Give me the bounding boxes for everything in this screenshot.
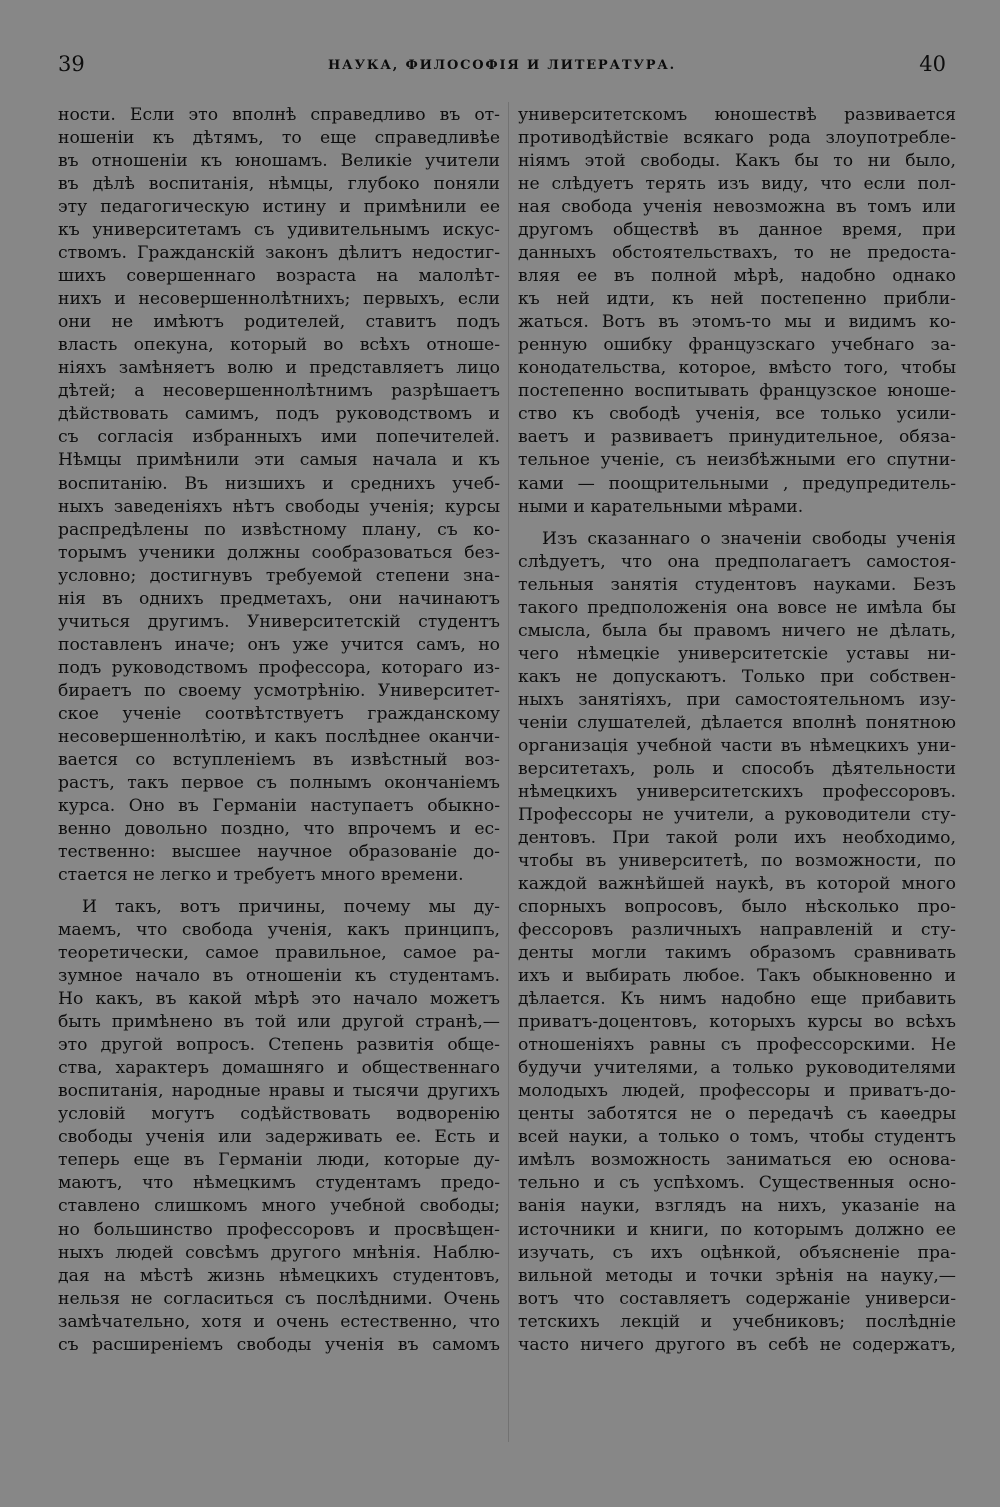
text-line: отношеніяхъ равны съ профессорскими. Не (518, 1035, 956, 1056)
text-line: приватъ-доцентовъ, которыхъ курсы во всѣхъ (518, 1012, 956, 1033)
text-line: нельзя не согласиться съ послѣдними. Очень (58, 1288, 500, 1309)
text-line: источники и книги, по которымъ должно ее (518, 1219, 956, 1240)
text-line: смысла, была бы правомъ ничего не дѣлать, (518, 620, 956, 641)
text-line: организація учебной части въ нѣмецкихъ уни- (518, 735, 956, 756)
text-line: съ расширеніемъ свободы ученія въ самомъ (58, 1334, 500, 1355)
text-line: дая на мѣстѣ жизнь нѣмецкихъ студентовъ, (58, 1265, 500, 1286)
text-line: Изъ сказаннаго о значеніи свободы ученія (542, 528, 956, 549)
left-paragraph-2 (58, 896, 500, 1357)
text-line: теоретически, самое правильное, самое ра- (58, 943, 500, 964)
text-line: вильной методы и точки зрѣнія на науку,— (518, 1265, 956, 1286)
text-line: имѣлъ возможность заниматься ею основа- (518, 1150, 956, 1171)
left-paragraph-1 (58, 104, 500, 896)
text-line: ваетъ и развиваетъ принудительное, обяза- (518, 427, 956, 448)
text-line: тетскихъ лекцій и учебниковъ; послѣдніе (518, 1311, 956, 1332)
text-line: подъ руководствомъ профессора, котораго из- (58, 657, 500, 678)
text-line: верситетахъ, роль и способъ дѣятельности (518, 758, 956, 779)
text-line: тельное ученіе, съ неизбѣжными его спутни- (518, 450, 956, 471)
text-line: къ университетамъ съ удивительнымъ искус- (58, 220, 500, 241)
text-line: воспитанія, народные нравы и тысячи другихъ (58, 1081, 500, 1102)
text-line: свободы ученія или задерживать ее. Есть и (58, 1127, 500, 1148)
text-line: дѣйствовать самимъ, подъ руководствомъ и (58, 404, 500, 425)
text-line: условно; достигнувъ требуемой степени зна- (58, 565, 500, 586)
text-line: молодыхъ людей, профессоры и приватъ-до- (518, 1081, 956, 1102)
text-line: противодѣйствіе всякаго рода злоупотребле- (518, 128, 956, 149)
text-line: тественно: высшее научное образованіе до- (58, 842, 500, 862)
text-line: шихъ совершеннаго возраста на малолѣт- (58, 266, 500, 287)
text-line: ванія науки, взглядъ на нихъ, указаніе на (518, 1196, 956, 1217)
text-line: Но какъ, въ какой мѣрѣ это начало можетъ (58, 989, 500, 1010)
text-line: теперь еще въ Германіи люди, которые ду- (58, 1150, 500, 1171)
text-line: слѣдуетъ, что она предполагаетъ самостоя- (518, 551, 956, 572)
text-line: власть опекуна, который во всѣхъ отноше- (58, 335, 500, 356)
text-line: какъ не допускаютъ. Только при собствен- (518, 666, 956, 687)
text-line: И такъ, вотъ причины, почему мы ду- (82, 897, 500, 918)
text-line: ніямъ этой свободы. Какъ бы то ни было, (518, 151, 956, 172)
right-paragraph-1 (518, 104, 956, 528)
text-line: нѣмецкихъ университетскихъ профессоровъ. (518, 781, 956, 802)
text-line: они не имѣютъ родителей, ставитъ подъ (58, 312, 500, 333)
text-line: спорныхъ вопросовъ, было нѣсколько про- (518, 897, 956, 918)
text-line: университетскомъ юношествѣ развивается (518, 105, 956, 125)
text-line: дѣтей; а несовершеннолѣтнимъ разрѣшаетъ (58, 381, 500, 402)
left-column (58, 104, 500, 1357)
text-line: поставленъ иначе; онъ уже учится самъ, но (58, 634, 500, 655)
text-line: торымъ ученики должны сообразоваться без- (58, 542, 500, 563)
text-line: ныхъ занятіяхъ, при самостоятельномъ изу- (518, 689, 956, 710)
text-line: постепенно воспитывать французское юноше- (518, 381, 956, 402)
text-line: фессоровъ различныхъ направленій и сту- (518, 920, 956, 941)
right-paragraph-2 (518, 528, 956, 1357)
text-line: зумное начало въ отношеніи къ студентамъ. (58, 966, 500, 987)
text-line: вотъ что составляетъ содержаніе универси- (518, 1288, 956, 1309)
text-line: къ ней идти, къ ней постепенно прибли- (518, 289, 956, 310)
right-column (518, 104, 956, 1357)
text-line: нія въ однихъ предметахъ, они начинаютъ (58, 588, 500, 609)
text-line: это другой вопросъ. Степень развитія обще- (58, 1035, 500, 1056)
text-line: воспитанію. Въ низшихъ и среднихъ учеб- (58, 473, 500, 494)
text-line: такого предположенія она вовсе не имѣла бы (518, 597, 956, 618)
left-page-number: 39 (58, 52, 85, 76)
text-line: ренную ошибку французскаго учебнаго за- (518, 335, 956, 356)
text-line: ная свобода ученія невозможна въ томъ или (518, 197, 956, 218)
text-line: условій могутъ содѣйствовать водворенію (58, 1104, 500, 1125)
text-line: ности. Если это вполнѣ справедливо въ от- (58, 105, 500, 125)
text-line: ными и карательными мѣрами. (518, 496, 804, 517)
text-line: въ отношеніи къ юношамъ. Великіе учители (58, 151, 500, 172)
page-header (58, 52, 946, 82)
running-title: НАУКА, ФИЛОСОФІЯ И ЛИТЕРАТУРА. (327, 58, 677, 73)
text-line: растъ, такъ первое съ полнымъ окончаніемъ (58, 772, 500, 793)
text-line: распредѣлены по извѣстному плану, съ ко- (58, 519, 500, 540)
text-line: въ дѣлѣ воспитанія, нѣмцы, глубоко поняли (58, 174, 500, 195)
text-line: изучать, съ ихъ оцѣнкой, объясненіе пра- (518, 1242, 956, 1263)
text-line: тельно и съ успѣхомъ. Существенныя осно- (518, 1173, 956, 1194)
text-line: данныхъ обстоятельствахъ, то не предоста- (518, 243, 956, 264)
text-line: жаться. Вотъ въ этомъ-то мы и видимъ ко- (518, 312, 956, 333)
text-line: чтобы въ университетѣ, по возможности, по (518, 851, 956, 871)
text-line: всей науки, а только о томъ, чтобы студентъ (518, 1127, 956, 1148)
text-line: ченіи слушателей, дѣлается вполнѣ понятною (518, 712, 956, 733)
text-line: Нѣмцы примѣнили эти самыя начала и къ (58, 450, 500, 471)
text-line: курса. Оно въ Германіи наступаетъ обыкно- (58, 795, 500, 816)
text-line: съ согласія избранныхъ ими попечителей. (58, 427, 500, 448)
text-line: часто ничего другого въ себѣ не содержатъ, (518, 1334, 956, 1355)
text-line: ныхъ заведеніяхъ нѣтъ свободы ученія; курсы (58, 496, 500, 517)
text-line: маемъ, что свобода ученія, какъ принципъ, (58, 920, 500, 941)
text-line: ихъ и выбирать любое. Такъ обыкновенно и (518, 966, 956, 987)
text-line: но большинство профессоровъ и просвѣщен- (58, 1219, 500, 1240)
text-line: другомъ обществѣ въ данное время, при (518, 220, 956, 241)
text-line: будучи учителями, а только руководителями (518, 1058, 956, 1079)
text-line: стается не легко и требуетъ много времени. (58, 865, 464, 886)
text-line: быть примѣнено въ той или другой странѣ,— (58, 1012, 500, 1033)
right-page-number: 40 (919, 52, 946, 76)
text-line: ства, характеръ домашняго и общественнаго (58, 1058, 500, 1079)
text-line: ство къ свободѣ ученія, все только усили- (518, 404, 956, 425)
text-line: чего нѣмецкіе университетскіе уставы ни- (518, 643, 956, 664)
text-line: тельныя занятія студентовъ науками. Безъ (518, 574, 956, 595)
text-line: дентовъ. При такой роли ихъ необходимо, (518, 827, 956, 848)
text-line: Профессоры не учители, а руководители сту- (518, 804, 956, 825)
text-line: не слѣдуетъ терять изъ виду, что если пол- (518, 174, 956, 195)
text-line: бираетъ по своему усмотрѣнію. Университет- (58, 680, 500, 701)
text-line: несовершеннолѣтію, и какъ послѣднее оканчи- (58, 726, 500, 747)
text-line: маютъ, что нѣмецкимъ студентамъ предо- (58, 1173, 500, 1194)
text-line: ствомъ. Гражданскій законъ дѣлитъ недостиг- (58, 243, 500, 264)
column-divider (508, 102, 509, 1442)
text-line: вается со вступленіемъ въ извѣстный воз- (58, 749, 500, 770)
text-line: каждой важнѣйшей наукѣ, въ которой много (518, 874, 956, 895)
text-line: центы заботятся не о передачѣ съ каѳедры (518, 1104, 956, 1125)
text-line: венно довольно поздно, что впрочемъ и ес- (58, 818, 500, 839)
text-line: дѣлается. Къ нимъ надобно еще прибавить (518, 989, 956, 1010)
text-line: ками — поощрительными , предупредитель- (518, 473, 956, 494)
text-line: денты могли такимъ образомъ сравнивать (518, 943, 956, 964)
text-line: конодательства, которое, вмѣсто того, чтобы (518, 358, 956, 379)
text-line: замѣчательно, хотя и очень естественно, что (58, 1311, 500, 1332)
text-line: учиться другимъ. Университетскій студентъ (58, 611, 500, 632)
text-line: вляя ее въ полной мѣрѣ, надобно однако (518, 266, 956, 287)
text-line: эту педагогическую истину и примѣнили ее (58, 197, 500, 218)
text-line: ныхъ людей совсѣмъ другого мнѣнія. Наблю- (58, 1242, 500, 1263)
text-line: ставлено слишкомъ много учебной свободы; (58, 1196, 500, 1217)
text-line: ніяхъ замѣняетъ волю и представляетъ лицо (58, 358, 500, 379)
text-line: ское ученіе соотвѣтствуетъ гражданскому (58, 703, 500, 724)
text-line: нихъ и несовершеннолѣтнихъ; первыхъ, если (58, 289, 500, 310)
text-line: ношеніи къ дѣтямъ, то еще справедливѣе (58, 128, 500, 149)
